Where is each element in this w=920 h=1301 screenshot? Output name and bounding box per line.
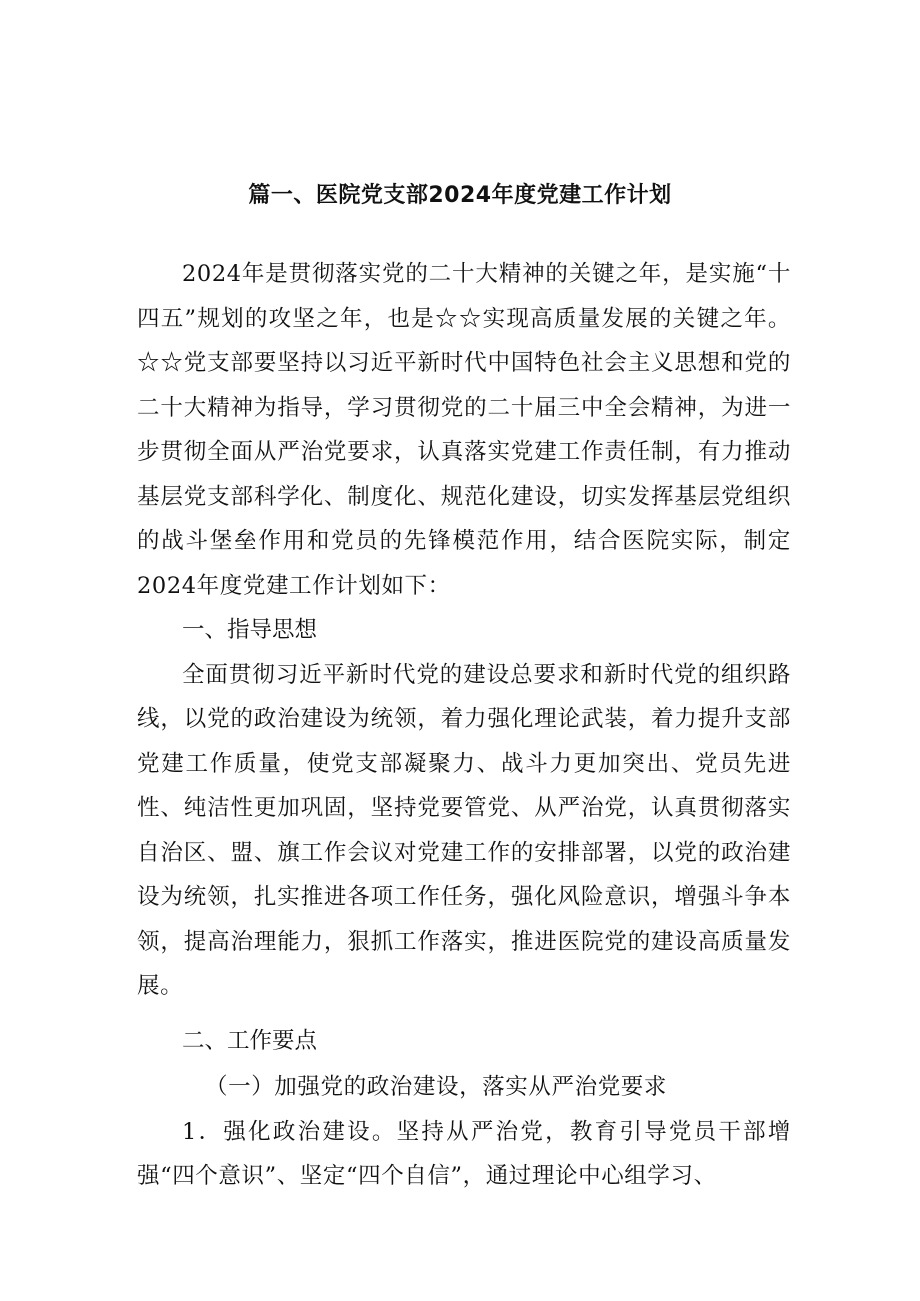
- subsection-heading-political-building: （一）加强党的政治建设，落实从严治党要求: [205, 1074, 668, 1100]
- section-heading-guiding-ideology: 一、指导思想: [182, 617, 318, 643]
- intro-paragraph: 2024年是贯彻落实党的二十大精神的关键之年，是实施“十四五”规划的攻坚之年，也是☆☆实现高质量发展的关键之年。☆☆党支部要坚持以习近平新时代中国特色社会主义思想和党的二十大精神为指导，学习贯彻党的二十届三中全会精神，为进一步贯彻全面从严治党要求，认真落实党建工作责任制，有力推动基层党支部科学化、制度化、规范化建设，切实发挥基层党组织的战斗堡垒作用和党员的先锋模范作用，结合医院实际，制定2024年度党建工作计划如下：: [137, 261, 791, 599]
- document-title: 篇一、医院党支部2024年度党建工作计划: [248, 183, 672, 208]
- section-heading-work-points: 二、工作要点: [182, 1027, 318, 1054]
- guiding-ideology-paragraph: 全面贯彻习近平新时代党的建设总要求和新时代党的组织路线，以党的政治建设为统领，着力强化理论武装，着力提升支部党建工作质量，使党支部凝聚力、战斗力更加突出、党员先进性、纯洁性更加巩固，坚持党要管党、从严治党，认真贯彻落实自治区、盟、旗工作会议对党建工作的安排部署，以党的政治建设为统领，扎实推进各项工作任务，强化风险意识，增强斗争本领，提高治理能力，狠抓工作落实，推进医院党的建设高质量发展。: [137, 661, 791, 999]
- document-body: [137, 252, 791, 1199]
- item-strengthen-political-building: 1．强化政治建设。坚持从严治党，教育引导党员干部增强“四个意识”、坚定“四个自信”，通过理论中心组学习、: [137, 1118, 791, 1189]
